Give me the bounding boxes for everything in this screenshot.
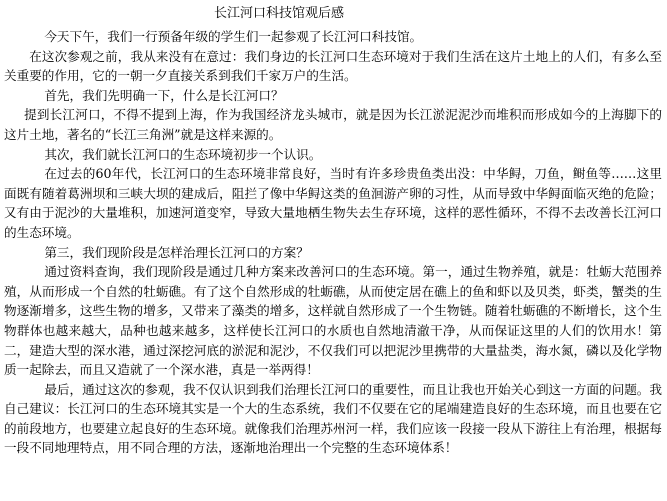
paragraph-second-heading: 其次，我们就长江河口的生态环境初步一个认识。 — [44, 146, 322, 162]
paragraph-first-question: 首先，我们先明确一下，什么是长江河口？ — [44, 87, 284, 103]
paragraph-before-visit: 在这次参观之前，我从来没有在意过：我们身边的长江河口生态环境对于我们生活在这片土地上的人们，有多么至关重要的作用，它的一朝一夕直接关系到我们千家万户的生活。 — [4, 48, 662, 84]
document-body — [4, 27, 662, 458]
paragraph-history: 在过去的60年代，长江河口的生态环境非常良好，当时有许多珍贵鱼类出没：中华鲟，刀鱼，鲥鱼等……这里面既有随着葛洲坝和三峡大坝的建成后，阻拦了像中华鲟这类的鱼洄游产卵的习性，从而导致中华鲟面临灭绝的危险；又有由于泥沙的大量堆积，加速河道变窄，导致大量地栖生物失去生存环境，这样的恶性循环，不得不去改善长江河口的生态环境。 — [4, 166, 662, 240]
paragraph-shanghai: 提到长江河口，不得不提到上海，作为我国经济龙头城市，就是因为长江淤泥泥沙而堆积而形成如今的上海脚下的这片土地，著名的“长江三角洲”就是这样来源的。 — [4, 107, 662, 142]
document-title: 长江河口科技馆观后感 — [214, 6, 345, 21]
paragraph-solutions: 通过资料查询，我们现阶段是通过几种方案来改善河口的生态环境。第一，通过生物养殖，就是：牡蛎大范围养殖，从而形成一个自然的牡蛎礁。有了这个自然形成的牡蛎礁，从而使定居在礁上的鱼和虾以及贝类，虾类，蟹类的生物逐渐增多，这些生物的增多，又带来了藻类的增多，这样就自然形成了一个生物链。随着牡蛎礁的不断增长，这个生物群体也越来越大，品种也越来越多，这样使长江河口的水质也自然地清澈干净，从而保证这里的人们的饮用水！第二，建造大型的深水港，通过深挖河底的淤泥和泥沙，不仅我们可以把泥沙里携带的大量盐类，海水氮，磷以及化学物质一起除去，而且又造就了一个深水港，真是一举两得！ — [4, 264, 662, 378]
paragraph-third-question: 第三，我们现阶段是怎样治理长江河口的方案？ — [44, 244, 309, 260]
paragraph-conclusion: 最后，通过这次的参观，我不仅认识到我们治理长江河口的重要性，而且让我也开始关心到这一方面的问题。我自己建议：长江河口的生态环境其实是一个大的生态系统，我们不仅要在它的尾端建造良好的生态环境，而且也要在它的前段地方，也要建立起良好的生态环境。就像我们治理苏州河一样，我们应该一段接一段从下游往上有治理，根据每一段不同地理特点，用不同合理的方法，逐渐地治理出一个完整的生态环境体系！ — [4, 381, 662, 456]
paragraph-intro: 今天下午，我们一行预备年级的学生们一起参观了长江河口科技馆。 — [44, 29, 423, 44]
